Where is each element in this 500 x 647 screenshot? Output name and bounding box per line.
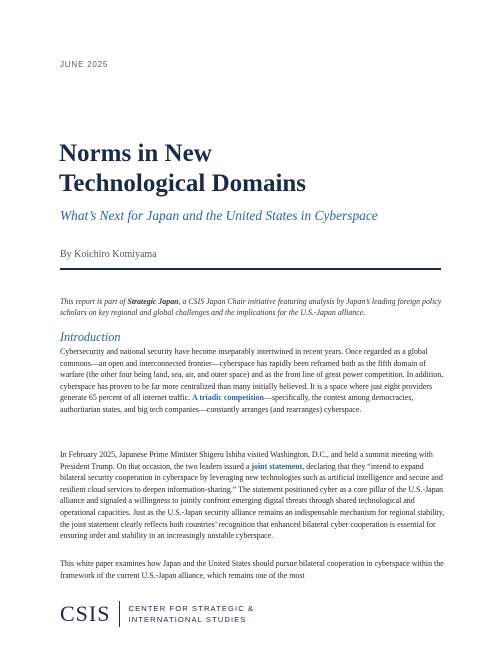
section-heading-introduction: Introduction [60,330,121,344]
logo-divider [119,601,120,627]
header-divider [60,268,441,270]
series-note [60,296,445,318]
title-line-2: Technological Domains [59,170,307,197]
joint-statement-link[interactable]: joint statement [251,461,303,471]
paragraph-2 [60,449,445,542]
report-subtitle: What’s Next for Japan and the United States in Cyberspace [60,208,378,223]
report-title [59,139,306,199]
report-date: JUNE 2025 [60,60,109,69]
csis-wordmark: CSIS [60,601,111,626]
paragraph-1 [60,346,445,416]
paragraph-2-text-2: , declaring that they “intend to expand bilateral security cooperation in cyberspace by leveraging new technologies such as artificial intelligence and secure and resilient cloud services to deepen information-sharing.” The statement positioned cyber as a core pillar of the U.S.-Japan alliance and signaled a willingness to jointly confront emerging digital threats through shared technological and operational capacities. Just as the U.S.-Japan security alliance remains an indispensable mechanism for regional stability, the joint statement clearly reflects both countries’ recognition that enhanced bilateral cyber cooperation is essential for ensuring order and stability in an increasingly unstable cyberspace. [60,461,445,541]
author-byline: By Koichiro Komiyama [60,249,157,260]
paragraph-1-text-2: —specifically, the contest among democracies, authoritarian states, and big tech companies—constantly arranges (and rearranges) cyberspace. [60,393,414,414]
paragraph-3-text: This white paper examines how Japan and the United States should pursue bilateral cooperation in cyberspace within the framework of the current U.S.-Japan alliance, which remains one of the most [60,559,444,580]
series-note-text-1: This report is part of [60,297,128,306]
series-name: Strategic Japan [127,297,179,306]
org-name-line-1: CENTER FOR STRATEGIC & [128,604,255,613]
csis-logo [60,600,254,628]
title-line-1: Norms in New [59,140,212,167]
csis-org-name [128,603,254,625]
series-note-text-2: , a CSIS Japan Chair initiative featuring analysis by Japan’s leading foreign policy scholars on key regional and global challenges and the implications for the U.S.-Japan alliance. [60,297,442,317]
triadic-competition-link[interactable]: A triadic competition [192,393,264,403]
org-name-line-2: INTERNATIONAL STUDIES [128,615,247,624]
paragraph-2-text-1: In February 2025, Japanese Prime Minister Shigeru Ishiba visited Washington, D.C., and held a summit meeting with President Trump. On that occasion, the two leaders issued a [60,450,433,471]
paragraph-1-text-1: Cybersecurity and national security have become inseparably intertwined in recent years. Once regarded as a global commons—an open and interconnected frontier—cyberspace has rapidly been reframed both as the fifth domain of warfare (the other four being land, sea, air, and outer space) and as the front line of great power competition. In addition, cyberspace has proven to be far more centralized than many initially believed. It is a space where just eight providers generate 65 percent of all internet traffic. [60,347,444,403]
paragraph-3 [60,558,445,581]
